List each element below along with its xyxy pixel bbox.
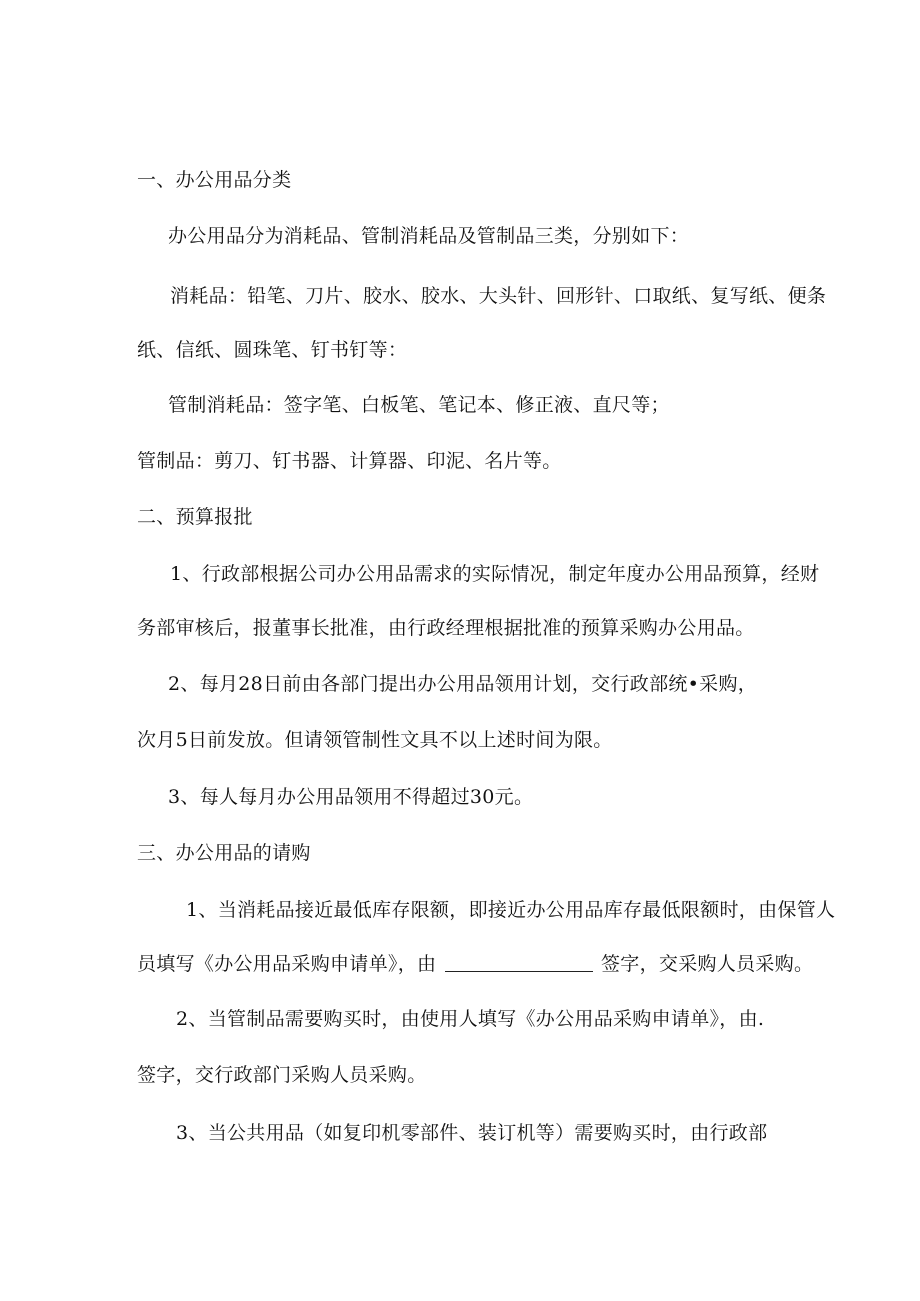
section-1-heading: 一、办公用品分类 (137, 169, 292, 191)
purchase-item-1-text-before-blank: 员填写《办公用品采购申请单》，由 (137, 953, 437, 975)
purchase-item-1-line-1: 1、当消耗品接近最低库存限额，即接近办公用品库存最低限额时，由保管人 (186, 899, 836, 921)
signature-blank (445, 953, 593, 972)
purchase-item-2-line-2: 签字，交行政部门采购人员采购。 (137, 1064, 427, 1086)
budget-item-3-line: 3、每人每月办公用品领用不得超过30元。 (168, 786, 534, 808)
section-3-heading: 三、办公用品的请购 (137, 842, 311, 864)
budget-item-1-line-1: 1、行政部根据公司办公用品需求的实际情况，制定年度办公用品预算，经财 (170, 563, 820, 585)
purchase-item-1-text-after-blank: 签字，交采购人员采购。 (601, 953, 814, 975)
budget-item-2-line-1: 2、每月28日前由各部门提出办公用品领用计划，交行政部统•采购， (168, 673, 758, 695)
section-2-heading: 二、预算报批 (137, 506, 253, 528)
purchase-item-2-line-1: 2、当管制品需要购买时，由使用人填写《办公用品采购申请单》，由. (176, 1008, 765, 1030)
purchase-item-1-line-2 (137, 951, 813, 977)
controlled-consumables-line: 管制消耗品：签字笔、白板笔、笔记本、修正液、直尺等； (168, 394, 670, 416)
consumables-line-1: 消耗品：铅笔、刀片、胶水、胶水、大头针、回形针、口取纸、复写纸、便条 (170, 285, 827, 307)
budget-item-1-line-2: 务部审核后，报董事长批准，由行政经理根据批准的预算采购办公用品。 (137, 617, 755, 639)
section-1-intro: 办公用品分为消耗品、管制消耗品及管制品三类，分别如下： (168, 225, 690, 247)
budget-item-2-line-2: 次月5日前发放。但请领管制性文具不以上述时间为限。 (137, 729, 613, 751)
purchase-item-3-line-1: 3、当公共用品（如复印机零部件、装订机等）需要购买时，由行政部 (176, 1122, 768, 1144)
controlled-items-line: 管制品：剪刀、钉书器、计算器、印泥、名片等。 (137, 450, 562, 472)
consumables-line-2: 纸、信纸、圆珠笔、钉书钉等： (137, 339, 408, 361)
